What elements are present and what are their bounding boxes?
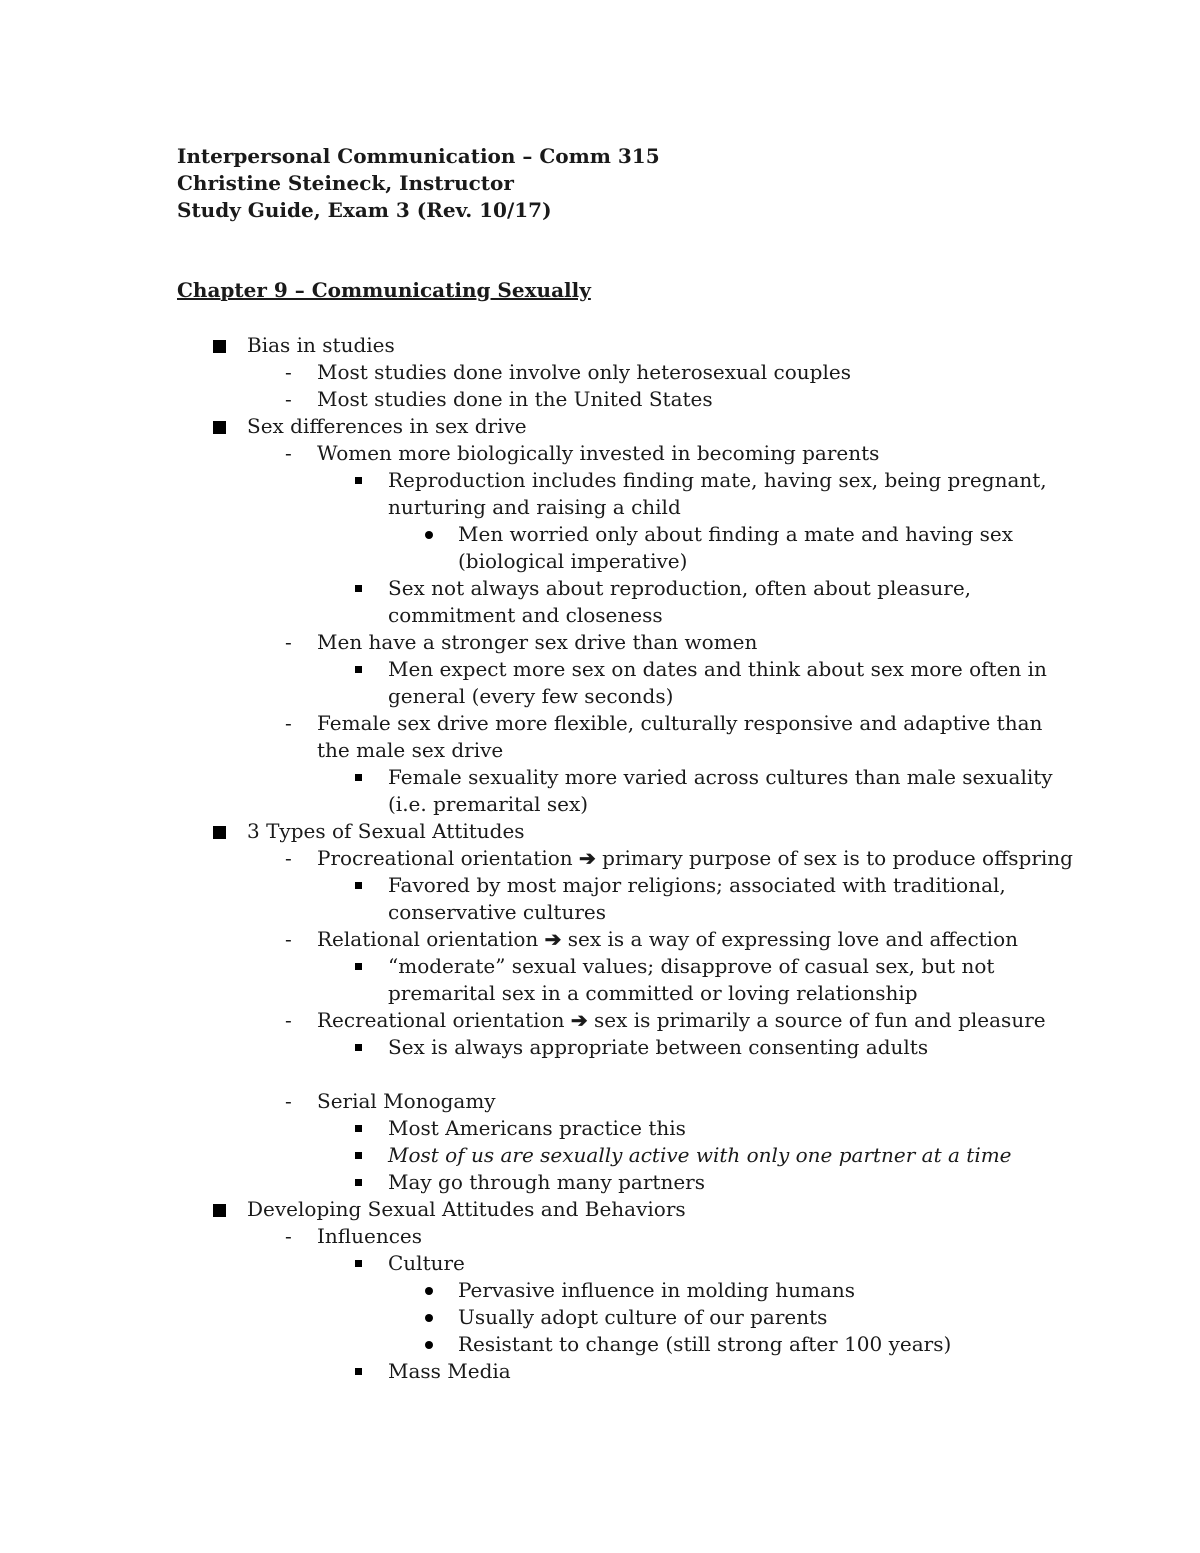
- list-item: - Most studies done in the United States: [285, 387, 713, 411]
- small-square-bullet-icon: [355, 1260, 362, 1267]
- list-item: Resistant to change (still strong after 100 years): [0, 1331, 1200, 1358]
- square-bullet-icon: [213, 340, 226, 353]
- list-item: [0, 926, 1200, 953]
- arrow-right-icon: ➔: [570, 1008, 588, 1032]
- arrow-right-icon: ➔: [579, 846, 596, 870]
- list-item: [0, 845, 1200, 872]
- outline-list: [0, 332, 1200, 1385]
- document-header: [177, 143, 660, 224]
- list-item: Sex is always appropriate between consenting adults: [0, 1034, 1200, 1061]
- dash-bullet: -: [285, 711, 292, 735]
- list-item: Pervasive influence in molding humans: [0, 1277, 1200, 1304]
- small-square-bullet-icon: [355, 585, 362, 592]
- dash-bullet: -: [285, 1224, 292, 1248]
- course-title: Interpersonal Communication – Comm 315: [177, 144, 660, 168]
- list-item: Men expect more sex on dates and think about sex more often in: [0, 656, 1200, 683]
- dash-bullet: -: [285, 441, 292, 465]
- list-item-continuation: nurturing and raising a child: [388, 495, 681, 519]
- round-bullet-icon: [425, 1287, 433, 1295]
- list-item: Developing Sexual Attitudes and Behaviors: [0, 1196, 1200, 1223]
- square-bullet-icon: [213, 826, 226, 839]
- orientation-definition: sex is a way of expressing love and affection: [567, 927, 1018, 951]
- square-bullet-icon: [213, 1204, 226, 1217]
- dash-bullet: -: [285, 1008, 292, 1032]
- small-square-bullet-icon: [355, 477, 362, 484]
- list-item: Usually adopt culture of our parents: [0, 1304, 1200, 1331]
- orientation-definition: primary purpose of sex is to produce offspring: [602, 846, 1073, 870]
- arrow-right-icon: ➔: [544, 927, 562, 951]
- list-item-continuation: commitment and closeness: [388, 603, 663, 627]
- square-bullet-icon: [213, 421, 226, 434]
- small-square-bullet-icon: [355, 1125, 362, 1132]
- list-item-continuation: general (every few seconds): [388, 684, 674, 708]
- dash-bullet: -: [285, 387, 292, 411]
- list-item: “moderate” sexual values; disapprove of casual sex, but not: [0, 953, 1200, 980]
- list-item: Bias in studies: [0, 332, 1200, 359]
- small-square-bullet-icon: [355, 1152, 362, 1159]
- list-item: - Influences: [285, 1224, 423, 1248]
- dash-bullet: -: [285, 846, 292, 870]
- list-item: - Most studies done involve only heterosexual couples: [285, 360, 851, 384]
- list-item: Sex differences in sex drive: [0, 413, 1200, 440]
- list-item: Men worried only about finding a mate and having sex: [0, 521, 1200, 548]
- small-square-bullet-icon: [355, 1368, 362, 1375]
- list-item: Mass Media: [0, 1358, 1200, 1385]
- small-square-bullet-icon: [355, 963, 362, 970]
- list-item-continuation: conservative cultures: [388, 900, 606, 924]
- list-item: Most of us are sexually active with only one partner at a time: [0, 1142, 1200, 1169]
- small-square-bullet-icon: [355, 882, 362, 889]
- list-item-continuation: (biological imperative): [458, 549, 688, 573]
- small-square-bullet-icon: [355, 774, 362, 781]
- orientation-label: Relational orientation: [317, 927, 539, 951]
- dash-bullet: -: [285, 630, 292, 654]
- list-item-continuation: premarital sex in a committed or loving relationship: [388, 981, 918, 1005]
- round-bullet-icon: [425, 1314, 433, 1322]
- small-square-bullet-icon: [355, 1179, 362, 1186]
- dash-bullet: -: [285, 1089, 292, 1113]
- list-item: - Men have a stronger sex drive than women: [285, 630, 758, 654]
- list-item-continuation: the male sex drive: [317, 738, 504, 762]
- list-item: - Female sex drive more flexible, culturally responsive and adaptive than: [285, 711, 1043, 735]
- list-item: - Women more biologically invested in becoming parents: [285, 441, 880, 465]
- list-item: Most Americans practice this: [0, 1115, 1200, 1142]
- dash-bullet: -: [285, 360, 292, 384]
- list-item-continuation: (i.e. premarital sex): [388, 792, 589, 816]
- guide-title: Study Guide, Exam 3 (Rev. 10/17): [177, 198, 552, 222]
- chapter-heading: Chapter 9 – Communicating Sexually: [177, 278, 591, 302]
- round-bullet-icon: [425, 1341, 433, 1349]
- instructor-name: Christine Steineck, Instructor: [177, 171, 514, 195]
- list-item: Favored by most major religions; associated with traditional,: [0, 872, 1200, 899]
- list-item: [0, 1007, 1200, 1034]
- list-item: 3 Types of Sexual Attitudes: [0, 818, 1200, 845]
- list-item: Reproduction includes finding mate, having sex, being pregnant,: [0, 467, 1200, 494]
- list-item: - Serial Monogamy: [285, 1089, 496, 1113]
- orientation-label: Recreational orientation: [317, 1008, 565, 1032]
- list-item: Sex not always about reproduction, often about pleasure,: [0, 575, 1200, 602]
- round-bullet-icon: [425, 531, 433, 539]
- orientation-definition: sex is primarily a source of fun and pleasure: [593, 1008, 1046, 1032]
- small-square-bullet-icon: [355, 1044, 362, 1051]
- list-item: Culture: [0, 1250, 1200, 1277]
- small-square-bullet-icon: [355, 666, 362, 673]
- dash-bullet: -: [285, 927, 292, 951]
- list-item: May go through many partners: [0, 1169, 1200, 1196]
- list-item: Female sexuality more varied across cultures than male sexuality: [0, 764, 1200, 791]
- blank-line: [0, 1061, 1200, 1088]
- orientation-label: Procreational orientation: [317, 846, 573, 870]
